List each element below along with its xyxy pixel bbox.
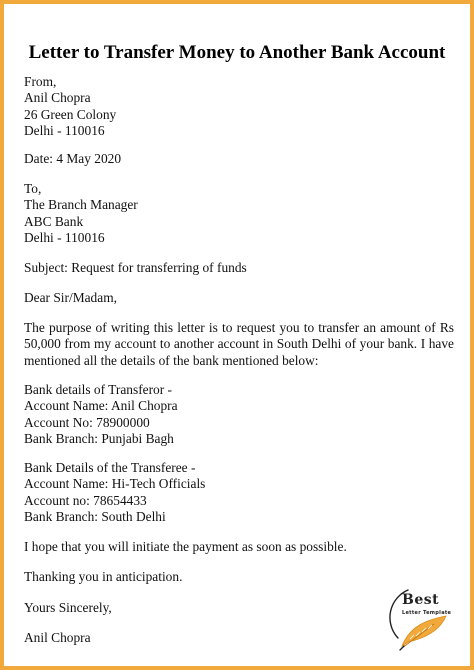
sender-name: Anil Chopra — [24, 90, 91, 106]
subject-line: Subject: Request for transferring of funds — [24, 260, 247, 275]
recipient-bank: ABC Bank — [24, 213, 84, 229]
sender-address-line2: Delhi - 110016 — [24, 123, 105, 139]
from-label: From, — [24, 74, 57, 89]
transferor-block — [24, 382, 454, 448]
letter-title: Letter to Transfer Money to Another Bank Account — [28, 42, 446, 63]
recipient-block — [24, 181, 454, 247]
closing-line: I hope that you will initiate the payment as soon as possible. — [24, 539, 347, 554]
transferee-account-name: Account Name: Hi-Tech Officials — [24, 476, 206, 492]
letter-date: Date: 4 May 2020 — [24, 151, 122, 166]
date-line — [24, 151, 454, 167]
salutation-wrap — [24, 290, 454, 306]
sign-off: Yours Sincerely, — [24, 600, 112, 615]
signature-name: Anil Chopra — [24, 630, 91, 645]
transferor-branch: Bank Branch: Punjabi Bagh — [24, 431, 174, 447]
transferor-account-no: Account No: 78900000 — [24, 414, 150, 430]
subject-line-wrap — [24, 260, 454, 276]
transferee-heading: Bank Details of the Transferee - — [24, 460, 196, 475]
thanks-line: Thanking you in anticipation. — [24, 569, 183, 584]
best-letter-template-logo — [388, 586, 458, 656]
sender-address-line1: 26 Green Colony — [24, 106, 117, 122]
logo-word: Best — [402, 592, 440, 608]
body-paragraph: The purpose of writing this letter is to request you to transfer an amount of Rs 50,000 from my account to another account in South Delhi of your bank. I have mentioned all the details of the bank mentioned below: — [24, 320, 454, 368]
recipient-address: Delhi - 110016 — [24, 230, 105, 246]
thanks-wrap — [24, 569, 454, 585]
logo-tagline: Letter Template — [402, 610, 452, 616]
transferor-account-name: Account Name: Anil Chopra — [24, 398, 178, 414]
salutation: Dear Sir/Madam, — [24, 290, 117, 305]
to-label: To, — [24, 181, 42, 196]
closing-line-wrap — [24, 539, 454, 555]
transferee-branch: Bank Branch: South Delhi — [24, 509, 166, 525]
transferor-heading: Bank details of Transferor - — [24, 382, 173, 397]
sender-block — [24, 74, 454, 140]
transferee-account-no: Account no: 78654433 — [24, 492, 147, 508]
recipient-title: The Branch Manager — [24, 197, 138, 213]
transferee-block — [24, 460, 454, 526]
